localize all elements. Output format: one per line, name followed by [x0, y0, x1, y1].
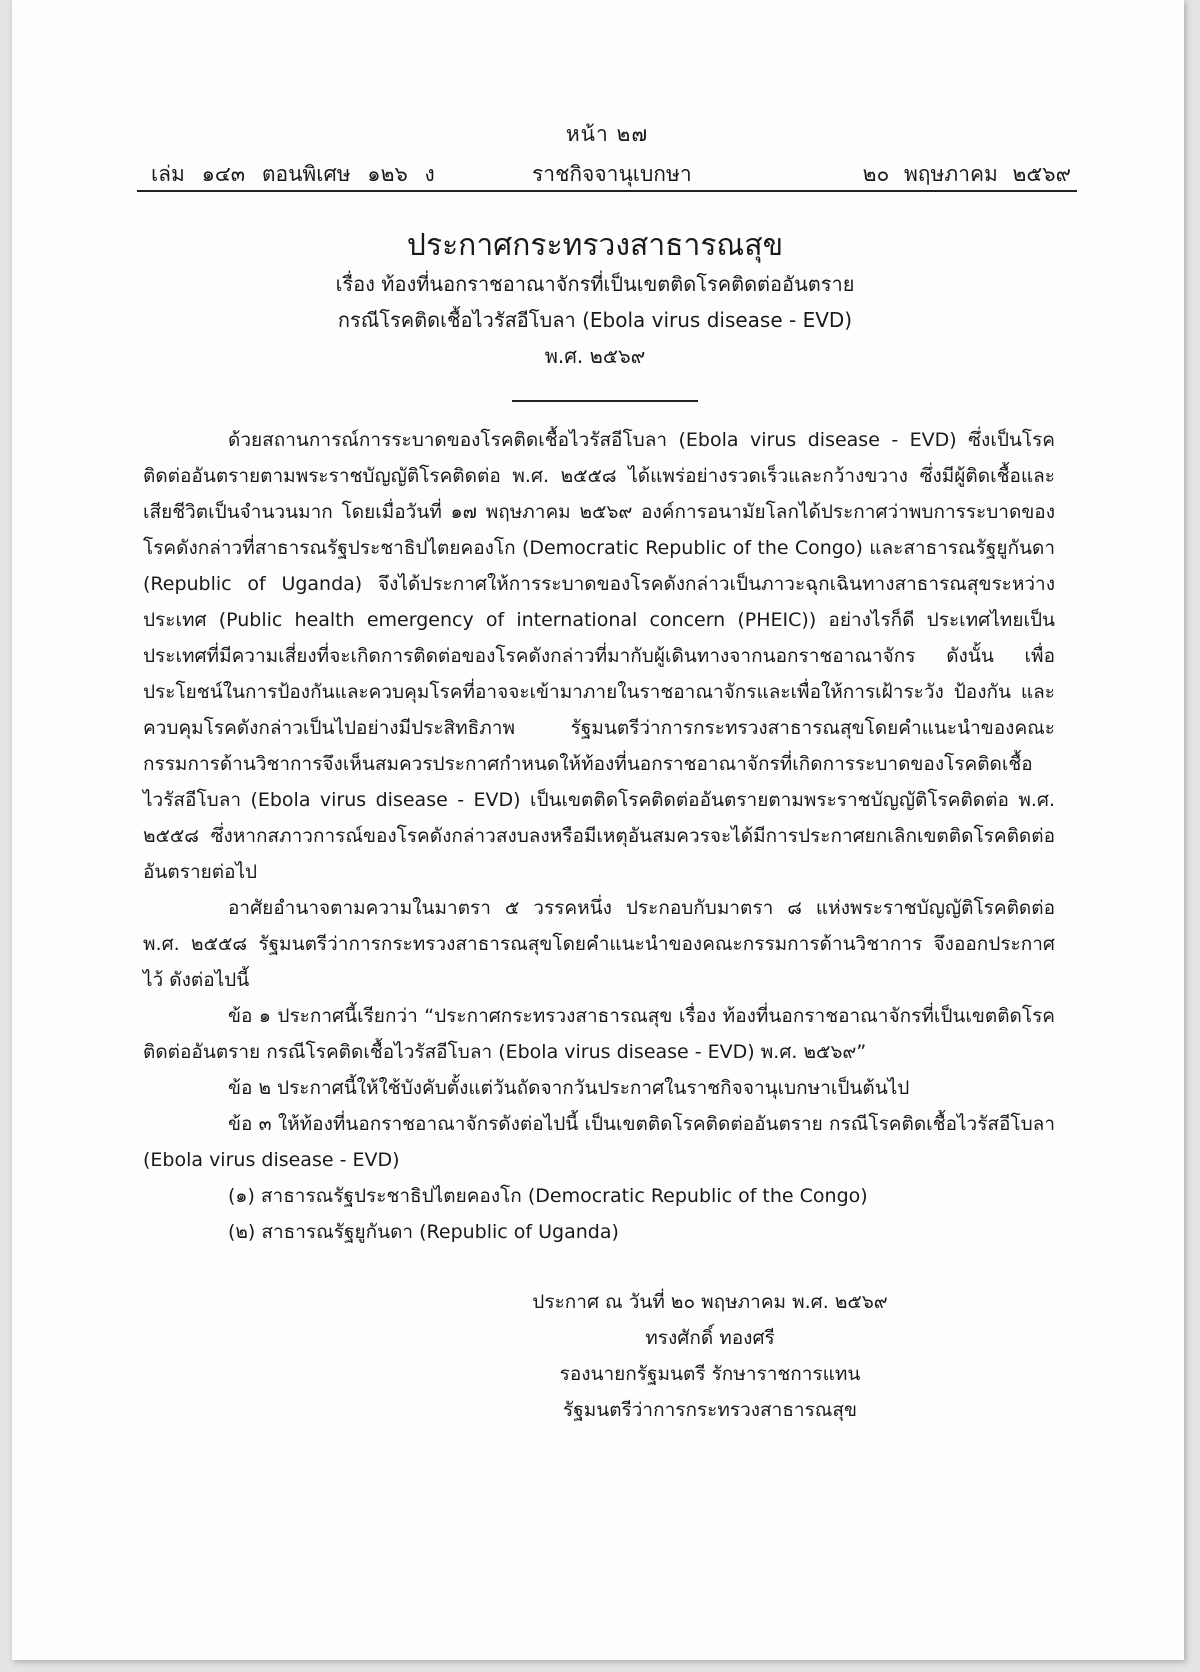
gazette-header [137, 118, 1077, 196]
area-item-congo: (๑) สาธารณรัฐประชาธิปไตยคองโก (Democratic Republic of the Congo) [228, 1185, 868, 1207]
clause-2: ข้อ ๒ ประกาศนี้ให้ใช้บังคับตั้งแต่วันถัดจากวันประกาศในราชกิจจานุเบกษาเป็นต้นไป [228, 1077, 910, 1099]
page-number: หน้า ๒๗ [565, 122, 649, 146]
signatory-name: ทรงศักดิ์ ทองศรี [645, 1327, 775, 1349]
body-paragraph-authority: อาศัยอำนาจตามความในมาตรา ๕ วรรคหนึ่ง ประกอบกับมาตรา ๘ แห่งพระราชบัญญัติโรคติดต่อ พ.ศ. ๒๕๕๘ รัฐมนตรีว่าการกระทรวงสาธารณสุขโดยคำแนะนำของคณะกรรมการด้านวิชาการ จึงออกประกาศไว้ ดังต่อไปนี้ [143, 897, 1055, 991]
header-meta-row [137, 158, 1077, 192]
volume-issue: เล่ม ๑๔๓ ตอนพิเศษ ๑๒๖ ง [151, 162, 435, 186]
announcement-subject-case: กรณีโรคติดเชื้อไวรัสอีโบลา (Ebola virus disease - EVD) [337, 308, 853, 332]
announcement-subject: เรื่อง ท้องที่นอกราชอาณาจักรที่เป็นเขตติดโรคติดต่ออันตราย [335, 272, 855, 296]
announcement-title: ประกาศกระทรวงสาธารณสุข [406, 228, 784, 263]
signature-block [450, 1284, 970, 1428]
signatory-position: รองนายกรัฐมนตรี รักษาราชการแทน [559, 1363, 861, 1385]
clause-3: ข้อ ๓ ให้ท้องที่นอกราชอาณาจักรดังต่อไปนี้ เป็นเขตติดโรคติดต่ออันตราย กรณีโรคติดเชื้อไวรัสอีโบลา (Ebola virus disease - EVD) [143, 1113, 1055, 1171]
announcement-title-block [125, 226, 1065, 374]
signatory-ministry: รัฐมนตรีว่าการกระทรวงสาธารณสุข [563, 1399, 857, 1421]
clause-1: ข้อ ๑ ประกาศนี้เรียกว่า “ประกาศกระทรวงสาธารณสุข เรื่อง ท้องที่นอกราชอาณาจักรที่เป็นเขตติดโรคติดต่ออันตราย กรณีโรคติดเชื้อไวรัสอีโบลา (Ebola virus disease - EVD) พ.ศ. ๒๕๖๙” [143, 1005, 1055, 1063]
area-item-uganda: (๒) สาธารณรัฐยูกันดา (Republic of Uganda) [228, 1221, 619, 1243]
body-paragraph-background: ด้วยสถานการณ์การระบาดของโรคติดเชื้อไวรัสอีโบลา (Ebola virus disease - EVD) ซึ่งเป็นโรคติดต่ออันตรายตามพระราชบัญญัติโรคติดต่อ พ.ศ. ๒๕๕๘ ได้แพร่อย่างรวดเร็วและกว้างขวาง ซึ่งมีผู้ติดเชื้อและเสียชีวิตเป็นจำนวนมาก โดยเมื่อวันที่ ๑๗ พฤษภาคม ๒๕๖๙ องค์การอนามัยโลกได้ประกาศว่าพบการระบาดของโรคดังกล่าวที่สาธารณรัฐประชาธิปไตยคองโก (Democratic Republic of the Congo) และสาธารณรัฐยูกันดา (Republic of Uganda) จึงได้ประกาศให้การระบาดของโรคดังกล่าวเป็นภาวะฉุกเฉินทางสาธารณสุขระหว่างประเทศ (Public health emergency of international concern (PHEIC)) อย่างไรก็ดี ประเทศไทยเป็นประเทศที่มีความเสี่ยงที่จะเกิดการติดต่อของโรคดังกล่าวที่มากับผู้เดินทางจากนอกราชอาณาจักร ดังนั้น เพื่อประโยชน์ในการป้องกันและควบคุมโรคที่อาจจะเข้ามาภายในราชอาณาจักรและเพื่อให้การเฝ้าระวัง ป้องกัน และควบคุมโรคดังกล่าวเป็นไปอย่างมีประสิทธิภาพ รัฐมนตรีว่าการกระทรวงสาธารณสุขโดยคำแนะนำของคณะกรรมการด้านวิชาการจึงเห็นสมควรประกาศกำหนดให้ท้องที่นอกราชอาณาจักรที่เกิดการระบาดของโรคติดเชื้อไวรัสอีโบลา (Ebola virus disease - EVD) เป็นเขตติดโรคติดต่ออันตรายตามพระราชบัญญัติโรคติดต่อ พ.ศ. ๒๕๕๘ ซึ่งหากสภาวการณ์ของโรคดังกล่าวสงบลงหรือมีเหตุอันสมควรจะได้มีการประกาศยกเลิกเขตติดโรคติดต่ออันตรายต่อไป [143, 429, 1055, 883]
publication-date: ๒๐ พฤษภาคม ๒๕๖๙ [862, 162, 1071, 186]
announcement-body [143, 422, 1055, 1250]
signature-date: ประกาศ ณ วันที่ ๒๐ พฤษภาคม พ.ศ. ๒๕๖๙ [532, 1291, 888, 1313]
gazette-name: ราชกิจจานุเบกษา [532, 162, 692, 186]
announcement-year: พ.ศ. ๒๕๖๙ [544, 344, 646, 368]
title-divider [512, 400, 698, 402]
